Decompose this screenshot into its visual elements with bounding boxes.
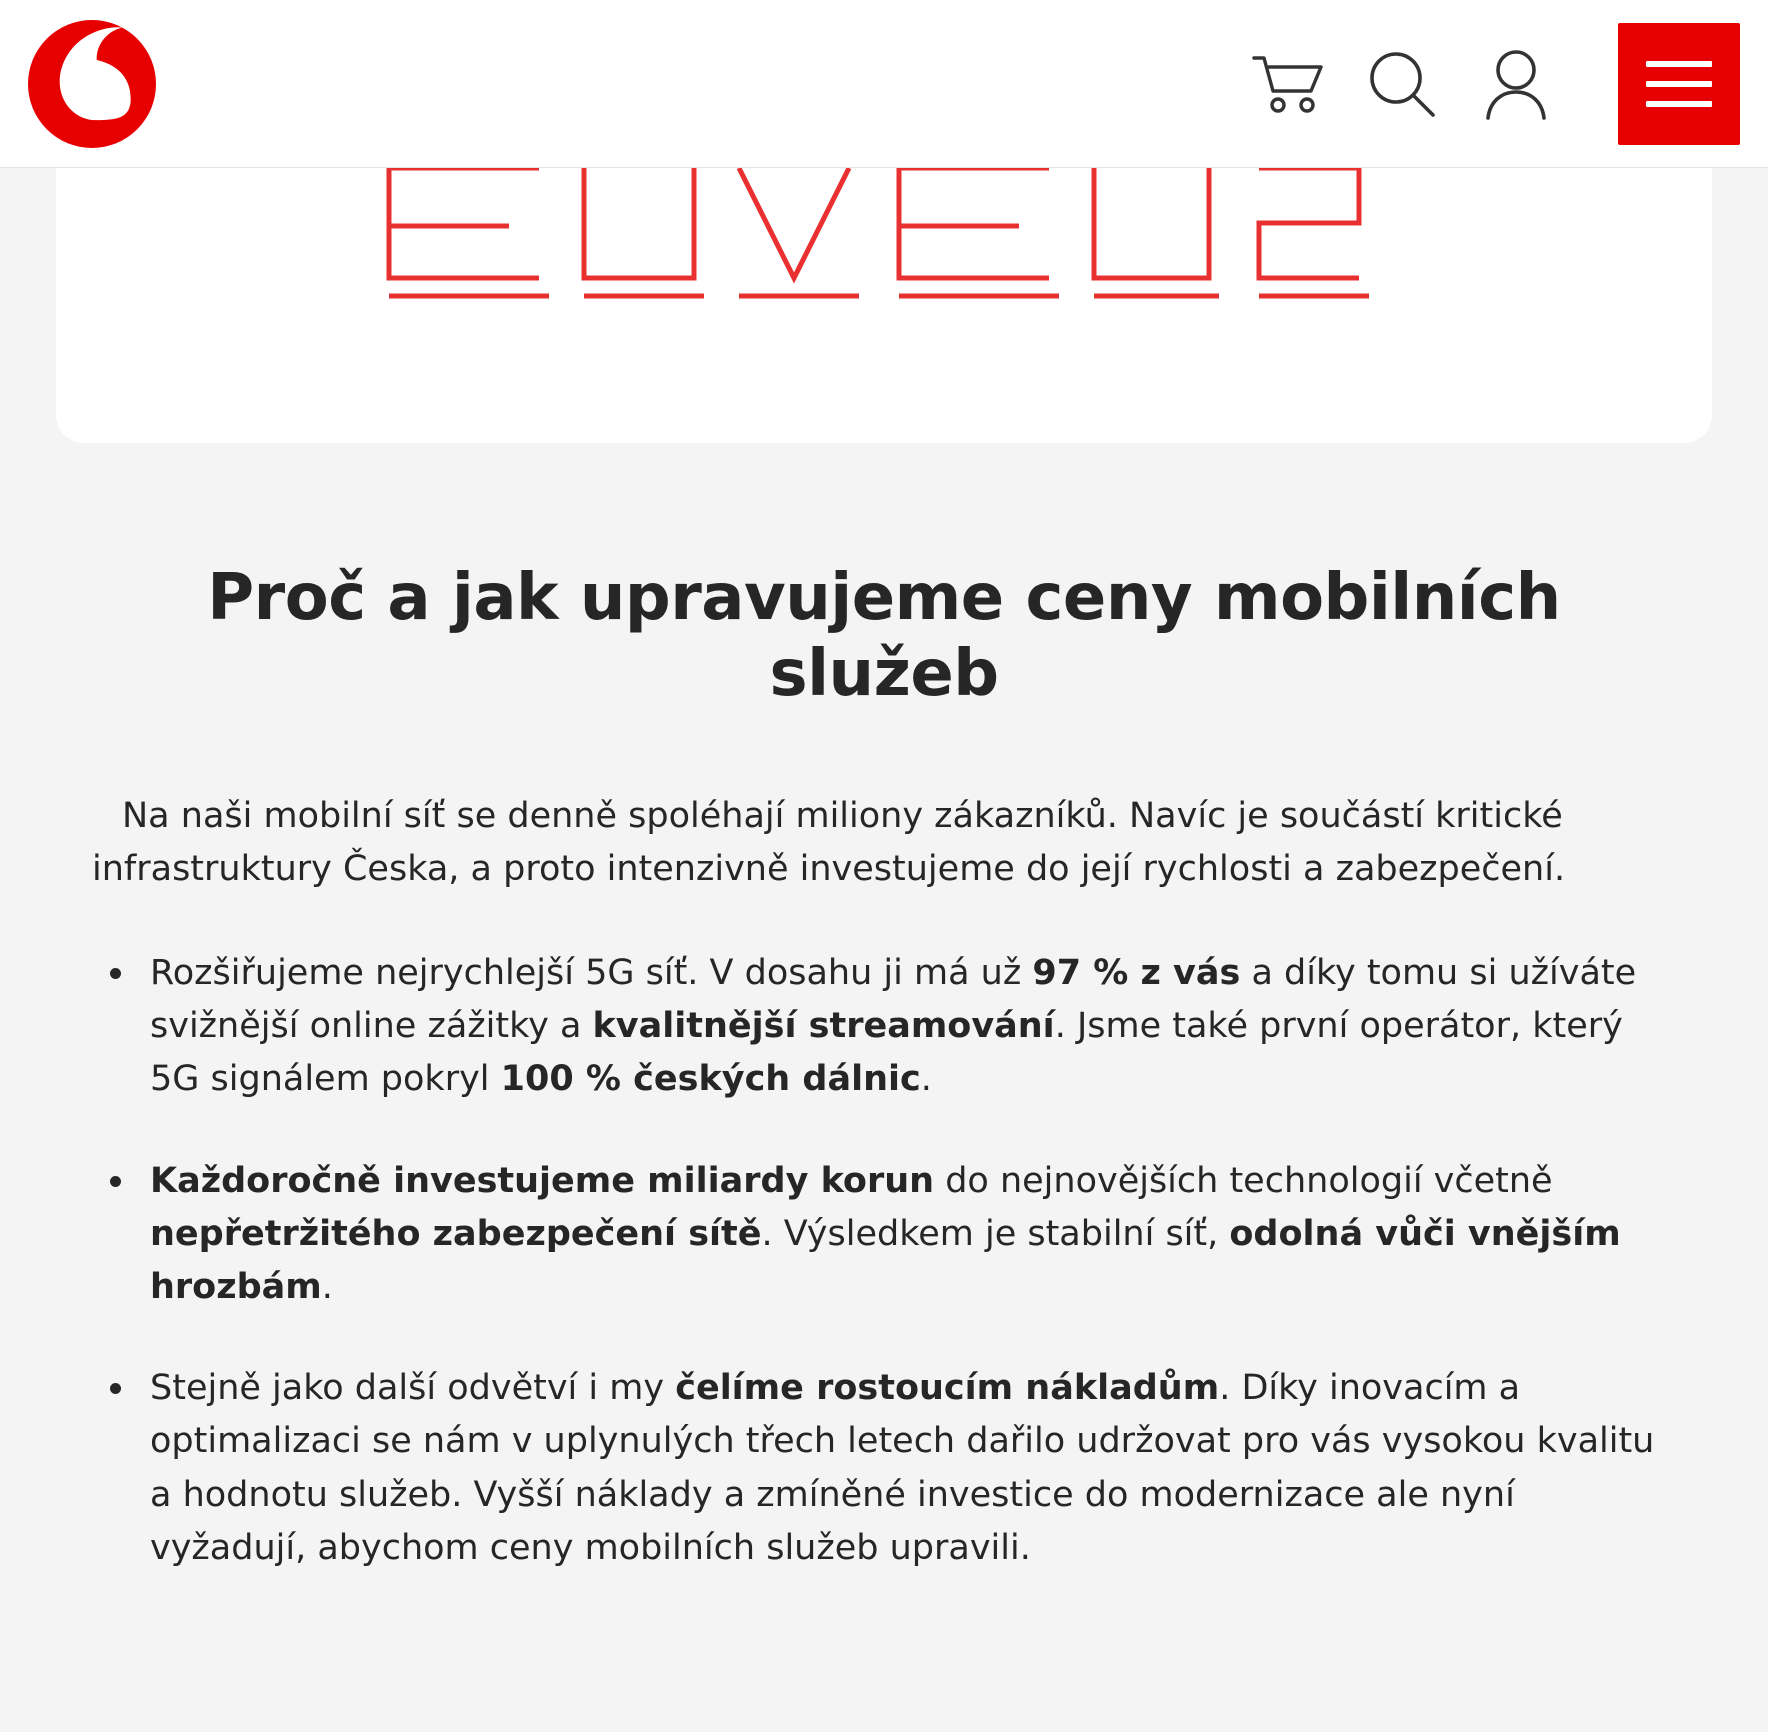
list-item: Každoročně investujeme miliardy korun do nejnovějších technologií včetně nepřetržitého zabezpečení sítě. Výsledkem je stabilní síť, odolná vůči vnějším hrozbám.	[92, 1155, 1676, 1315]
list-item: Stejně jako další odvětví i my čelíme rostoucím nákladům. Díky inovacím a optimalizaci se nám v uplynulých třech letech dařilo udržovat pro vás vysokou kvalitu a hodnotu služeb. Vyšší náklady a zmíněné investice do modernizace ale nyní vyžadují, abychom ceny mobilních služeb upravili.	[92, 1362, 1676, 1575]
decorative-outline-text	[379, 168, 1389, 443]
menu-bar-1	[1646, 61, 1712, 67]
account-icon-button[interactable]	[1478, 46, 1554, 122]
cart-icon-button[interactable]	[1250, 46, 1326, 122]
logo-link[interactable]	[28, 20, 156, 148]
cart-icon	[1252, 53, 1324, 115]
menu-button[interactable]	[1618, 23, 1740, 145]
list-item: Rozšiřujeme nejrychlejší 5G síť. V dosahu ji má už 97 % z vás a díky tomu si užíváte svižnější online zážitky a kvalitnější streamování. Jsme také první operátor, který 5G signálem pokryl 100 % českých dálnic.	[92, 947, 1676, 1107]
site-header	[0, 0, 1768, 168]
hero-card	[56, 168, 1712, 443]
vodafone-logo	[28, 20, 156, 148]
search-icon	[1367, 49, 1437, 119]
benefits-list	[92, 947, 1676, 1575]
page-title: Proč a jak upravujeme ceny mobilních služeb	[207, 561, 1561, 711]
menu-bar-2	[1646, 81, 1712, 87]
account-icon	[1483, 48, 1549, 120]
search-icon-button[interactable]	[1364, 46, 1440, 122]
header-actions	[1250, 0, 1768, 167]
article	[0, 561, 1768, 1575]
intro-paragraph: Na naši mobilní síť se denně spoléhají miliony zákazníků. Navíc je součástí kritické infrastruktury Česka, a proto intenzivně investujeme do její rychlosti a zabezpečení.	[92, 796, 1566, 889]
menu-bar-3	[1646, 101, 1712, 107]
